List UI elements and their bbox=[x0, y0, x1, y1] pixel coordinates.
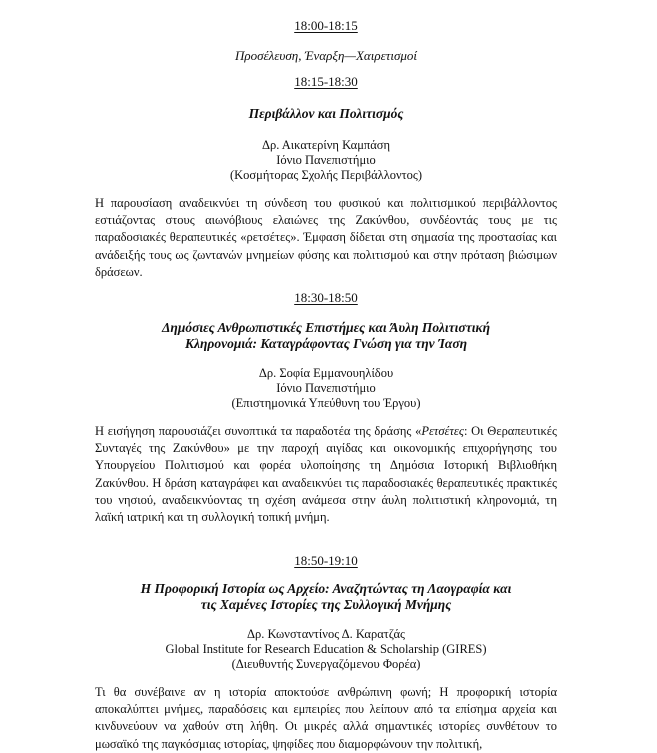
opening-text: Προσέλευση, Έναρξη—Χαιρετισμοί bbox=[234, 48, 418, 63]
session-3-title bbox=[95, 581, 557, 613]
session-2-speaker-block bbox=[95, 366, 557, 411]
session-2-abstract-emphasis: Ρετσέτες bbox=[421, 424, 464, 438]
session-1-speaker-block bbox=[95, 138, 557, 183]
session-2-abstract-post: : Οι Θεραπευτικές Συνταγές της Ζακύνθου» με την παροχή αιγίδας και οικονομικής επιχορήγησης του Υπουργείου Πολιτισμού και φορέα υλοποίησης τη Δημόσια Ιστορική Βιβλιοθήκη Ζακύνθου. Η δράση καταγράφει και αναδεικνύει τις παραδοσιακές θεραπευτικές πρακτικές του νησιού, αναδεικνύοντας τη σχέση ανάμεσα στην άυλη πολιτιστική κληρονομιά, τη λαϊκή ιατρική και τη συλλογική τοπική μνήμη. bbox=[95, 424, 557, 525]
session-2-affiliation: Ιόνιο Πανεπιστήμιο bbox=[276, 381, 376, 395]
session-1-speaker: Δρ. Αικατερίνη Καμπάση bbox=[261, 138, 391, 152]
session-3-speaker: Δρ. Κωνσταντίνος Δ. Καρατζάς bbox=[246, 627, 406, 641]
session-1-abstract: Η παρουσίαση αναδεικνύει τη σύνδεση του φυσικού και πολιτισμικού περιβάλλοντος εστιάζοντας στους αιωνόβιους ελαιώνες της Ζακύνθου, συνδέοντάς τους με τις παραδοσιακές θεραπευτικές «ρετσέτες». Έμφαση δίδεται στη σημασία της προστασίας και ανάδειξής τους ως ζωντανών μνημείων φύσης και πολιτισμού και στην πρόταση βιώσιμων δράσεων. bbox=[95, 196, 557, 279]
session-3-abstract: Τι θα συνέβαινε αν η ιστορία αποκτούσε ανθρώπινη φωνή; Η προφορική ιστορία αποκαλύπτει μνήμες, παραδόσεις και εμπειρίες που λείπουν από τα επίσημα αρχεία και κινδυνεύουν να χαθούν στη λήθη. Οι μικρές αλλά σημαντικές ιστορίες συνθέτουν το μωσαϊκό της παγκόσμιας ιστορίας, ψηφίδες που διαμορφώνουν την πολιτική, bbox=[95, 685, 557, 751]
session-2-speaker: Δρ. Σοφία Εμμανουηλίδου bbox=[258, 366, 394, 380]
session-3-title-line2: τις Χαμένες Ιστορίες της Συλλογική Μνήμης bbox=[200, 597, 452, 612]
session-3-role: (Διευθυντής Συνεργαζόμενου Φορέα) bbox=[231, 657, 421, 671]
session-2-time: 18:30-18:50 bbox=[294, 290, 358, 305]
session-2-title-line2: Κληρονομιά: Καταγράφοντας Γνώση για την Ίαση bbox=[184, 336, 468, 351]
session-2 bbox=[95, 290, 557, 526]
session-3-time: 18:50-19:10 bbox=[294, 553, 358, 568]
opening-time: 18:00-18:15 bbox=[294, 18, 358, 33]
opening-block bbox=[95, 18, 557, 64]
session-1-affiliation: Ιόνιο Πανεπιστήμιο bbox=[276, 153, 376, 167]
session-2-title bbox=[95, 320, 557, 352]
session-1-time: 18:15-18:30 bbox=[294, 74, 358, 89]
session-2-abstract bbox=[95, 423, 557, 526]
session-3-speaker-block bbox=[95, 627, 557, 672]
session-2-title-line1: Δημόσιες Ανθρωπιστικές Επιστήμες και Άυλη Πολιτιστική bbox=[161, 320, 491, 335]
session-2-abstract-pre: Η εισήγηση παρουσιάζει συνοπτικά τα παραδοτέα της δράσης « bbox=[95, 424, 422, 438]
session-3 bbox=[95, 553, 557, 753]
session-1 bbox=[95, 74, 557, 281]
session-3-title-line1: Η Προφορική Ιστορία ως Αρχείο: Αναζητώντας τη Λαογραφία και bbox=[140, 581, 512, 596]
session-3-affiliation: Global Institute for Research Education & Scholarship (GIRES) bbox=[165, 642, 487, 656]
session-2-role: (Επιστημονικά Υπεύθυνη του Έργου) bbox=[231, 396, 421, 410]
session-1-title: Περιβάλλον και Πολιτισμός bbox=[248, 106, 404, 121]
session-1-role: (Κοσμήτορας Σχολής Περιβάλλοντος) bbox=[229, 168, 423, 182]
